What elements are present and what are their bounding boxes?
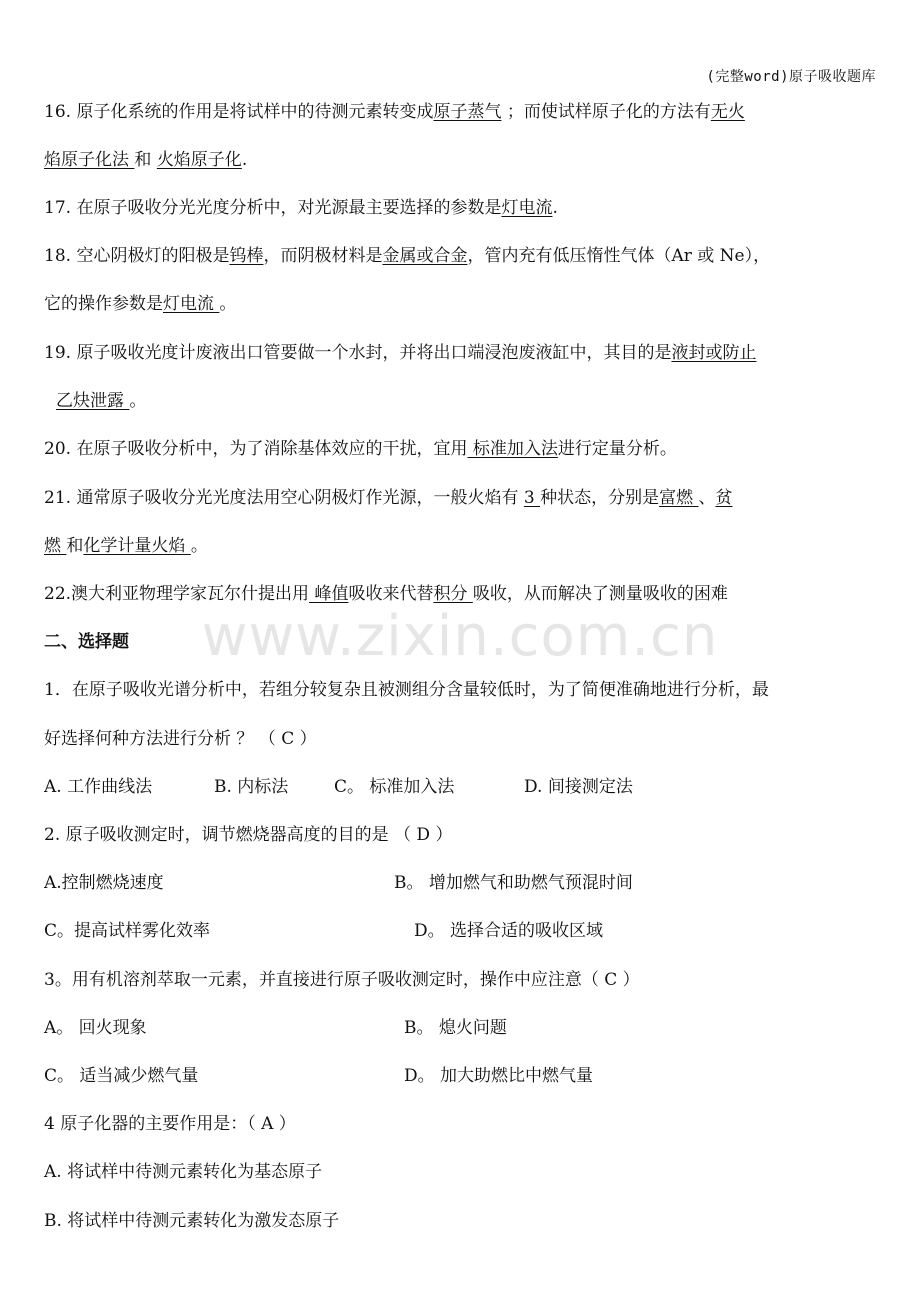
question-17: 17. 在原子吸收分光光度分析中，对光源最主要选择的参数是灯电流.: [44, 198, 558, 218]
option-c: C。 标准加入法: [334, 777, 455, 797]
question-19-line-2: 乙炔泄露 。: [56, 391, 147, 411]
question-19-line-1: 19. 原子吸收光度计废液出口管要做一个水封，并将出口端浸泡废液缸中，其目的是液封或防止: [44, 343, 757, 363]
section-title-choice: 二、选择题: [44, 632, 129, 652]
answer-atomic-vapor: 原子蒸气: [433, 102, 502, 122]
option-a: A. 将试样中待测元素转化为基态原子: [44, 1162, 323, 1182]
answer-standard-addition: 标准加入法: [467, 439, 558, 459]
option-b: B. 内标法: [214, 777, 289, 797]
option-c: C。 适当减少燃气量: [44, 1066, 199, 1086]
answer-acetylene-leak: 乙炔泄露: [56, 391, 130, 411]
question-18-line-2: 它的操作参数是灯电流 。: [44, 294, 237, 314]
option-d: D. 间接测定法: [524, 777, 633, 797]
answer-liquid-seal: 液封或防止: [671, 343, 757, 363]
choice-3-question: 3。用有机溶剂萃取一元素，并直接进行原子吸收测定时，操作中应注意（ C ）: [44, 970, 640, 990]
page-header: (完整word)原子吸收题库: [706, 69, 876, 85]
question-16-line-1: 16. 原子化系统的作用是将试样中的待测元素转变成原子蒸气 ；而使试样原子化的方法有无火: [44, 102, 745, 122]
option-d: D。 加大助燃比中燃气量: [404, 1066, 594, 1086]
answer-rich-flame: 富燃: [659, 488, 699, 508]
option-d: D。 选择合适的吸收区域: [414, 921, 604, 941]
question-22: 22.澳大利亚物理学家瓦尔什提出用 峰值吸收来代替积分 吸收，从而解决了测量吸收的困难: [44, 584, 728, 604]
choice-2-question: 2. 原子吸收测定时，调节燃烧器高度的目的是 （ D ）: [44, 825, 453, 845]
choice-1-line-1: 1．在原子吸收光谱分析中，若组分较复杂且被测组分含量较低时，为了简便准确地进行分析，最: [44, 680, 769, 700]
choice-1-line-2: 好选择何种方法进行分析 ？ （ C ）: [44, 729, 317, 749]
question-21-line-2: 燃 和化学计量火焰 。: [44, 536, 208, 556]
answer-three: 3: [523, 488, 541, 508]
question-21-line-1: 21. 通常原子吸收分光光度法用空心阴极灯作光源，一般火焰有 3 种状态，分别是富燃 、贫: [44, 488, 733, 508]
option-b: B. 将试样中待测元素转化为激发态原子: [44, 1211, 340, 1231]
answer-lamp-current-2: 灯电流: [163, 294, 220, 314]
answer-integral: 积分: [433, 584, 473, 604]
choice-4-question: 4 原子化器的主要作用是：（ A ）: [44, 1114, 296, 1134]
option-b: B。 熄火问题: [404, 1018, 507, 1038]
option-b: B。 增加燃气和助燃气预混时间: [394, 873, 633, 893]
answer-metal-alloy: 金属或合金: [382, 246, 468, 266]
answer-flame-atomization: 火焰原子化: [156, 150, 242, 170]
answer-lean-flame-part2: 燃: [44, 536, 67, 556]
answer-tungsten-rod: 钨棒: [229, 246, 264, 266]
option-a: A.控制燃烧速度: [44, 873, 164, 893]
answer-flameless-part2: 焰原子化法: [44, 150, 135, 170]
question-16-line-2: 焰原子化法 和 火焰原子化.: [44, 150, 248, 170]
answer-lamp-current: 灯电流: [501, 198, 553, 218]
question-18-line-1: 18. 空心阴极灯的阳极是钨棒，而阴极材料是金属或合金，管内充有低压惰性气体（Ar 或 Ne），: [44, 246, 771, 266]
answer-lean-flame-part1: 贫: [715, 488, 733, 508]
answer-peak: 峰值: [309, 584, 349, 604]
option-a: A. 工作曲线法: [44, 777, 153, 797]
option-a: A。 回火现象: [44, 1018, 147, 1038]
watermark: www.zixin.com.cn: [201, 604, 719, 669]
question-20: 20. 在原子吸收分析中，为了消除基体效应的干扰，宜用 标准加入法进行定量分析。: [44, 439, 677, 459]
option-c: C。提高试样雾化效率: [44, 921, 211, 941]
answer-stoichiometric-flame: 化学计量火焰: [83, 536, 191, 556]
answer-flameless-part1: 无火: [710, 102, 745, 122]
